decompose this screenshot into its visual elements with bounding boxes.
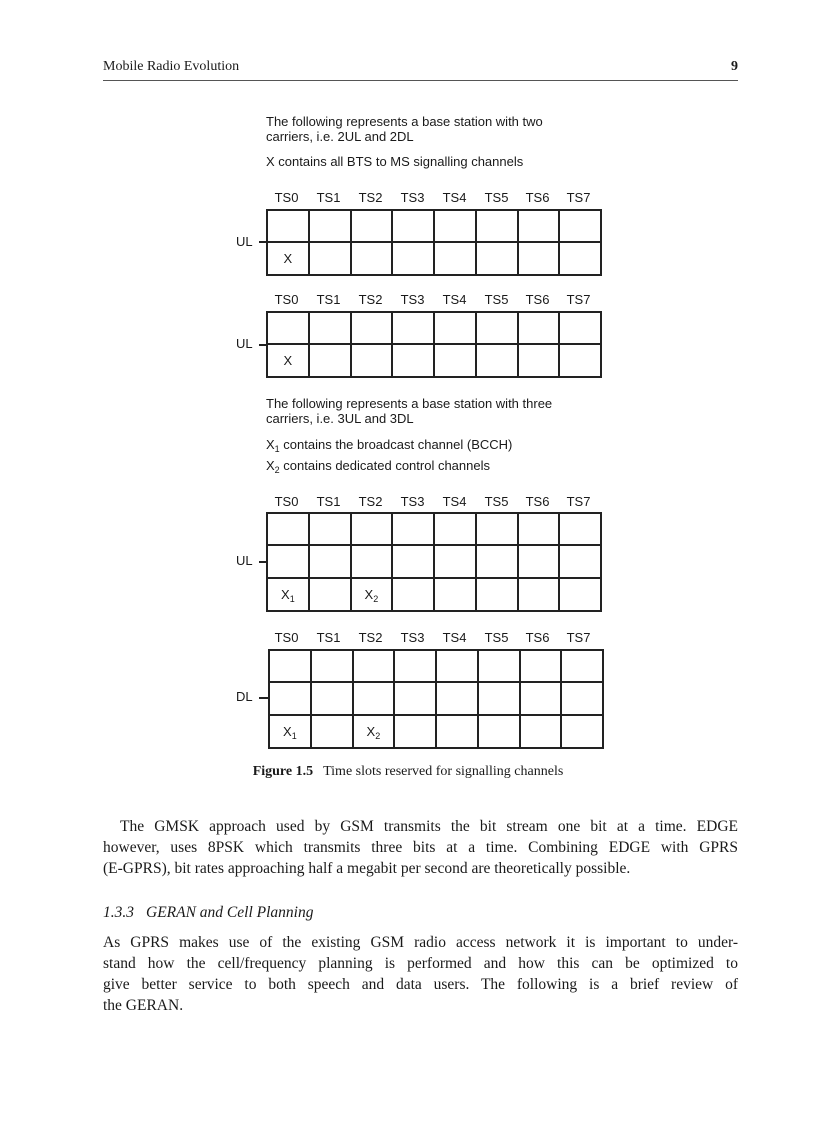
timeslot-cell: [309, 242, 351, 275]
timeslot-cell: [559, 210, 601, 242]
timeslot-cell: [394, 650, 436, 682]
timeslot-cell: [309, 578, 351, 611]
label-leader-line: [259, 697, 268, 699]
figure-note-x: X contains all BTS to MS signalling channels: [266, 154, 524, 169]
timeslot-cell: [436, 650, 478, 682]
timeslot-cell: [561, 715, 603, 748]
timeslot-label: TS0: [274, 190, 299, 205]
timeslot-cell: [476, 242, 518, 275]
figure-note-x2: [266, 458, 490, 473]
timeslot-grid: [266, 209, 602, 276]
timeslot-cell: [559, 312, 601, 344]
timeslot-cell: [518, 545, 560, 578]
timeslot-cell: [434, 513, 476, 545]
timeslot-cell: [353, 682, 395, 715]
timeslot-label: TS1: [316, 190, 341, 205]
timeslot-label: TS4: [442, 190, 467, 205]
timeslot-cell: [476, 312, 518, 344]
timeslot-label: TS2: [358, 494, 383, 509]
note-text: contains dedicated control channels: [279, 458, 490, 473]
symbol: X: [266, 437, 275, 452]
intro-line: carriers, i.e. 2UL and 2DL: [266, 129, 414, 144]
section-number: 1.3.3: [103, 904, 134, 921]
timeslot-label: TS0: [274, 292, 299, 307]
figure-intro-two-carriers: [266, 114, 543, 144]
timeslot-cell: [559, 513, 601, 545]
timeslot-cell: [434, 312, 476, 344]
timeslot-cell: [353, 650, 395, 682]
timeslot-cell: [311, 715, 353, 748]
timeslot-cell: [434, 578, 476, 611]
timeslot-cell-bcch: [269, 715, 311, 748]
carrier-label: UL: [236, 553, 253, 568]
timeslot-label: TS5: [484, 494, 509, 509]
timeslot-label: TS7: [566, 630, 591, 645]
page-number: 9: [731, 59, 738, 74]
timeslot-label: TS5: [484, 630, 509, 645]
symbol: X: [266, 458, 275, 473]
timeslot-cell: [518, 210, 560, 242]
subscript: 1: [274, 444, 280, 454]
timeslot-cell: [351, 344, 393, 377]
figure-note-x1: [266, 437, 512, 452]
timeslot-cell: [392, 578, 434, 611]
timeslot-cell: [309, 344, 351, 377]
note-text: contains the broadcast channel (BCCH): [279, 437, 513, 452]
timeslot-cell: [434, 242, 476, 275]
timeslot-label: TS1: [316, 630, 341, 645]
timeslot-label: TS7: [566, 494, 591, 509]
timeslot-cell: [309, 210, 351, 242]
timeslot-label: TS0: [274, 630, 299, 645]
body-paragraph: [103, 816, 738, 879]
subscript: 2: [375, 731, 381, 741]
timeslot-cell: [518, 578, 560, 611]
body-paragraph: [103, 932, 738, 1016]
intro-line: The following represents a base station with three: [266, 396, 553, 411]
timeslot-label: TS4: [442, 494, 467, 509]
timeslot-label: TS6: [525, 494, 550, 509]
timeslot-cell: [559, 242, 601, 275]
section-title: GERAN and Cell Planning: [146, 904, 314, 921]
timeslot-label: TS3: [400, 494, 425, 509]
subscript: 1: [291, 731, 297, 741]
timeslot-label: TS3: [400, 630, 425, 645]
timeslot-cell: [309, 545, 351, 578]
paragraph-line: the GERAN.: [103, 997, 184, 1014]
symbol: X: [364, 587, 374, 602]
subscript: 2: [274, 465, 280, 475]
timeslot-label: TS2: [358, 630, 383, 645]
timeslot-cell: [559, 344, 601, 377]
timeslot-cell: [392, 513, 434, 545]
timeslot-label: TS1: [316, 292, 341, 307]
timeslot-cell: [392, 242, 434, 275]
timeslot-label: TS4: [442, 630, 467, 645]
timeslot-cell: [434, 344, 476, 377]
timeslot-cell: [311, 650, 353, 682]
timeslot-cell: [478, 650, 520, 682]
paragraph-line: give better service to both speech and data users. The following is a brief review of: [103, 976, 738, 993]
timeslot-cell-signalling: X: [267, 344, 309, 377]
carrier-label: UL: [236, 336, 253, 351]
timeslot-cell: [559, 545, 601, 578]
timeslot-cell: [561, 682, 603, 715]
timeslot-label: TS2: [358, 292, 383, 307]
timeslot-label: TS0: [274, 494, 299, 509]
symbol: X: [281, 587, 290, 602]
carrier-label: DL: [236, 689, 253, 704]
running-header: [103, 58, 738, 81]
timeslot-cell: [561, 650, 603, 682]
timeslot-cell: [311, 682, 353, 715]
timeslot-label: TS5: [484, 292, 509, 307]
paragraph-line: (E-GPRS), bit rates approaching half a megabit per second are theoretically possible.: [103, 860, 631, 877]
symbol: X: [366, 724, 376, 739]
subscript: 2: [373, 594, 379, 604]
paragraph-line: The GMSK approach used by GSM transmits the bit stream one bit at a time. EDGE: [120, 818, 738, 835]
timeslot-cell: [518, 344, 560, 377]
timeslot-cell: [267, 513, 309, 545]
paragraph-line: stand how the cell/frequency planning is performed and how this can be optimized to: [103, 955, 738, 972]
timeslot-cell-dedicated-control: [353, 715, 395, 748]
timeslot-cell: [476, 513, 518, 545]
timeslot-label: TS2: [358, 190, 383, 205]
timeslot-label: TS3: [400, 190, 425, 205]
timeslot-cell-dedicated-control: [351, 578, 393, 611]
timeslot-cell: [520, 682, 562, 715]
timeslot-cell: [351, 513, 393, 545]
figure-caption: [0, 764, 816, 780]
timeslot-cell: [434, 210, 476, 242]
timeslot-label: TS7: [566, 190, 591, 205]
timeslot-label: TS1: [316, 494, 341, 509]
paragraph-line: As GPRS makes use of the existing GSM radio access network it is important to under-: [103, 934, 738, 951]
timeslot-label: TS5: [484, 190, 509, 205]
timeslot-cell: [476, 344, 518, 377]
figure-title: Time slots reserved for signalling channels: [323, 764, 564, 779]
timeslot-cell: [520, 650, 562, 682]
timeslot-label: TS6: [525, 292, 550, 307]
figure-intro-three-carriers: [266, 396, 552, 426]
timeslot-cell: [309, 312, 351, 344]
timeslot-cell: [351, 312, 393, 344]
timeslot-grid: [268, 649, 604, 749]
intro-line: The following represents a base station with two: [266, 114, 543, 129]
timeslot-cell: [267, 545, 309, 578]
running-title: Mobile Radio Evolution: [103, 59, 240, 74]
timeslot-cell: [518, 513, 560, 545]
timeslot-cell: [269, 682, 311, 715]
timeslot-cell: [559, 578, 601, 611]
timeslot-cell: [476, 578, 518, 611]
section-heading: [103, 904, 313, 922]
paragraph-line: however, uses 8PSK which transmits three bits at a time. Combining EDGE with GPRS: [103, 839, 738, 856]
timeslot-cell: [476, 545, 518, 578]
timeslot-label: TS6: [525, 190, 550, 205]
timeslot-cell: [436, 682, 478, 715]
timeslot-cell: [392, 210, 434, 242]
timeslot-cell: [392, 344, 434, 377]
timeslot-cell: [434, 545, 476, 578]
timeslot-label: TS4: [442, 292, 467, 307]
timeslot-label: TS6: [525, 630, 550, 645]
timeslot-cell: [478, 715, 520, 748]
timeslot-cell: [267, 210, 309, 242]
timeslot-grid: [266, 311, 602, 378]
carrier-label: UL: [236, 234, 253, 249]
timeslot-cell: [394, 715, 436, 748]
timeslot-cell-bcch: [267, 578, 309, 611]
timeslot-cell: [392, 312, 434, 344]
symbol: X: [283, 724, 292, 739]
figure-number: Figure 1.5: [252, 764, 314, 779]
timeslot-cell: [394, 682, 436, 715]
timeslot-cell: [518, 312, 560, 344]
timeslot-cell: [351, 545, 393, 578]
timeslot-cell-signalling: X: [267, 242, 309, 275]
timeslot-cell: [351, 242, 393, 275]
timeslot-cell: [518, 242, 560, 275]
timeslot-cell: [351, 210, 393, 242]
timeslot-grid: [266, 512, 602, 612]
subscript: 1: [289, 594, 295, 604]
timeslot-label: TS3: [400, 292, 425, 307]
timeslot-label: TS7: [566, 292, 591, 307]
intro-line: carriers, i.e. 3UL and 3DL: [266, 411, 414, 426]
timeslot-cell: [478, 682, 520, 715]
timeslot-cell: [309, 513, 351, 545]
timeslot-cell: [392, 545, 434, 578]
timeslot-cell: [436, 715, 478, 748]
timeslot-cell: [269, 650, 311, 682]
timeslot-cell: [267, 312, 309, 344]
timeslot-cell: [520, 715, 562, 748]
timeslot-cell: [476, 210, 518, 242]
